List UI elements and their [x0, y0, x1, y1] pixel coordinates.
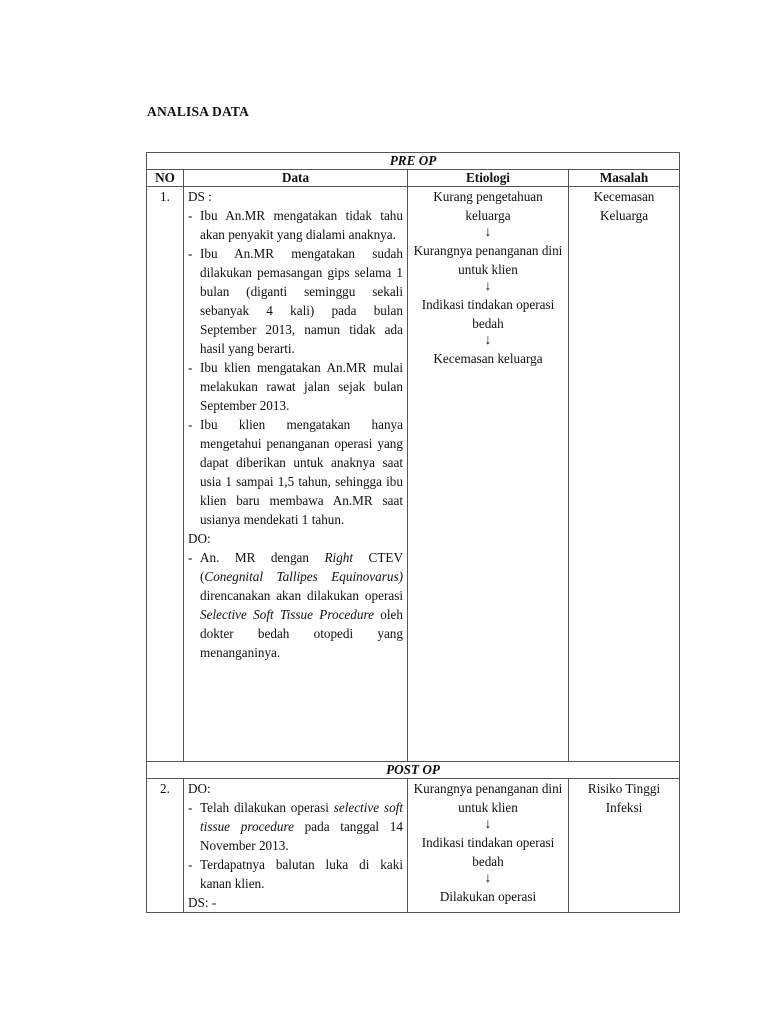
arrow-down-icon: ↓: [484, 225, 492, 240]
do-label: DO:: [188, 531, 211, 546]
masalah-cell: Risiko Tinggi Infeksi: [569, 779, 680, 913]
list-item: - Telah dilakukan operasi selective soft tissue procedure pada tanggal 14 November 2013.: [188, 800, 403, 853]
data-cell: [184, 187, 408, 762]
etiologi-step: Indikasi tindakan operasi bedah: [421, 297, 555, 331]
list-item: - Ibu klien mengatakan An.MR mulai melakukan rawat jalan sejak bulan September 2013.: [188, 360, 403, 413]
ds-label: DS: -: [188, 895, 217, 910]
table-row-post-op: [147, 779, 680, 913]
etiologi-cell: [408, 187, 569, 762]
row-number: 2.: [147, 779, 184, 913]
arrow-down-icon: ↓: [484, 333, 492, 348]
list-item: - An. MR dengan Right CTEV (Conegnital Tallipes Equinovarus) direncanakan akan dilakukan operasi Selective Soft Tissue Procedure oleh dokter bedah otopedi yang menanganinya.: [188, 550, 403, 660]
table-header-row: [147, 170, 680, 187]
header-etiologi: Etiologi: [408, 170, 569, 187]
ds-list: [188, 206, 403, 529]
etiologi-step: Kurang pengetahuan keluarga: [433, 189, 543, 223]
arrow-down-icon: ↓: [484, 871, 492, 886]
masalah-cell: Kecemasan Keluarga: [569, 187, 680, 762]
list-item: - Ibu klien mengatakan hanya mengetahui penanganan operasi yang dapat diberikan untuk anaknya saat usia 1 sampai 1,5 tahun, sehingga ibu klien baru membawa An.MR saat usianya mendekati 1 tahun.: [188, 417, 403, 527]
etiologi-cell: [408, 779, 569, 913]
data-cell: [184, 779, 408, 913]
pre-op-heading: PRE OP: [147, 153, 680, 170]
header-masalah: Masalah: [569, 170, 680, 187]
etiologi-step: Indikasi tindakan operasi bedah: [421, 835, 555, 869]
etiologi-step: Kurangnya penanganan dini untuk klien: [413, 243, 563, 277]
etiologi-step: Kecemasan keluarga: [433, 351, 543, 366]
header-no: NO: [147, 170, 184, 187]
do-list: [188, 798, 403, 893]
ds-label: DS :: [188, 189, 212, 204]
header-data: Data: [184, 170, 408, 187]
list-item: - Terdapatnya balutan luka di kaki kanan klien.: [188, 857, 403, 891]
page-title: ANALISA DATA: [147, 104, 250, 119]
etiologi-step: Kurangnya penanganan dini untuk klien: [413, 781, 563, 815]
list-item: - Ibu An.MR mengatakan sudah dilakukan pemasangan gips selama 1 bulan (diganti seminggu sekali sebanyak 4 kali) pada bulan September 2013, namun tidak ada hasil yang berarti.: [188, 246, 403, 356]
do-list: [188, 548, 403, 662]
row-number: 1.: [147, 187, 184, 762]
etiologi-step: Dilakukan operasi: [439, 889, 537, 904]
arrow-down-icon: ↓: [484, 279, 492, 294]
analysis-table: [146, 152, 680, 913]
post-op-heading: POST OP: [147, 762, 680, 779]
list-item: - Ibu An.MR mengatakan tidak tahu akan penyakit yang dialami anaknya.: [188, 208, 403, 242]
table-row-pre-op: [147, 187, 680, 762]
do-label: DO:: [188, 781, 211, 796]
arrow-down-icon: ↓: [484, 817, 492, 832]
